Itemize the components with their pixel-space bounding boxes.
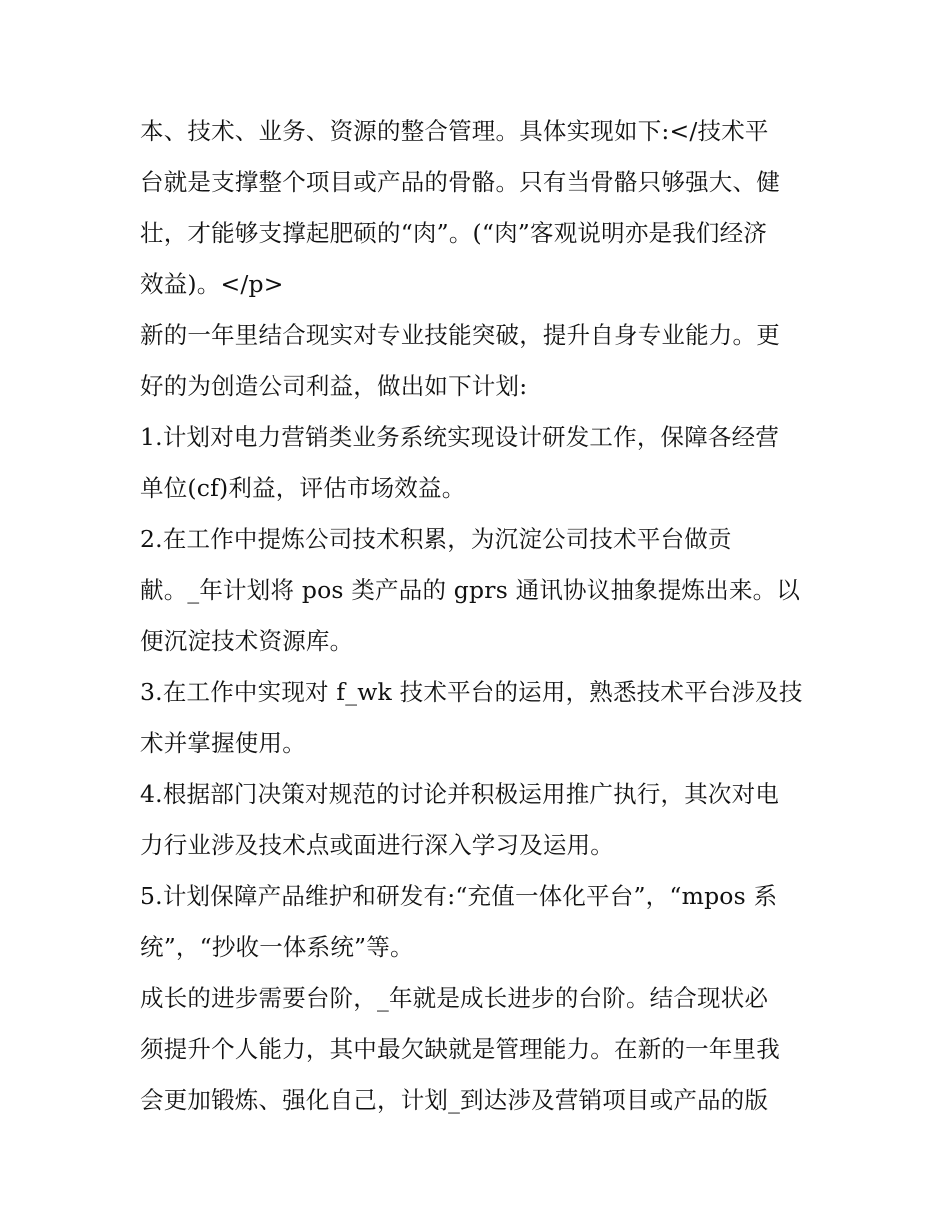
text-line: 单位(cf)利益，评估市场效益。 [140, 474, 466, 502]
text-line: 便沉淀技术资源库。 [140, 627, 354, 655]
text-line: 新的一年里结合现实对专业技能突破，提升自身专业能力。更 [140, 321, 780, 349]
text-line: 本、技术、业务、资源的整合管理。具体实现如下:</技术平 [140, 117, 769, 145]
text-line: 效益)。</p> [140, 270, 284, 298]
text-line: 成长的进步需要台阶，_年就是成长进步的台阶。结合现状必 [140, 984, 769, 1012]
text-line: 会更加锻炼、强化自己，计划_到达涉及营销项目或产品的版 [140, 1086, 769, 1114]
text-line: 台就是支撑整个项目或产品的骨骼。只有当骨骼只够强大、健 [140, 168, 780, 196]
text-line: 力行业涉及技术点或面进行深入学习及运用。 [140, 831, 614, 859]
text-line: 4.根据部门决策对规范的讨论并积极运用推广执行，其次对电 [140, 780, 780, 808]
text-line: 2.在工作中提炼公司技术积累，为沉淀公司技术平台做贡 [140, 525, 732, 553]
text-line: 壮，才能够支撑起肥硕的“肉”。(“肉”客观说明亦是我们经济 [140, 219, 768, 247]
text-line: 3.在工作中实现对 f_wk 技术平台的运用，熟悉技术平台涉及技 [140, 678, 803, 706]
document-body [140, 106, 830, 1126]
text-line: 统”，“抄收一体系统”等。 [140, 933, 414, 961]
text-line: 5.计划保障产品维护和研发有:“充值一体化平台”，“mpos 系 [140, 882, 778, 910]
text-line: 献。_年计划将 pos 类产品的 gprs 通讯协议抽象提炼出来。以 [140, 576, 801, 604]
text-line: 好的为创造公司利益，做出如下计划: [140, 372, 528, 400]
text-line: 1.计划对电力营销类业务系统实现设计研发工作，保障各经营 [140, 423, 780, 451]
text-line: 须提升个人能力，其中最欠缺就是管理能力。在新的一年里我 [140, 1035, 780, 1063]
text-line: 术并掌握使用。 [140, 729, 306, 757]
